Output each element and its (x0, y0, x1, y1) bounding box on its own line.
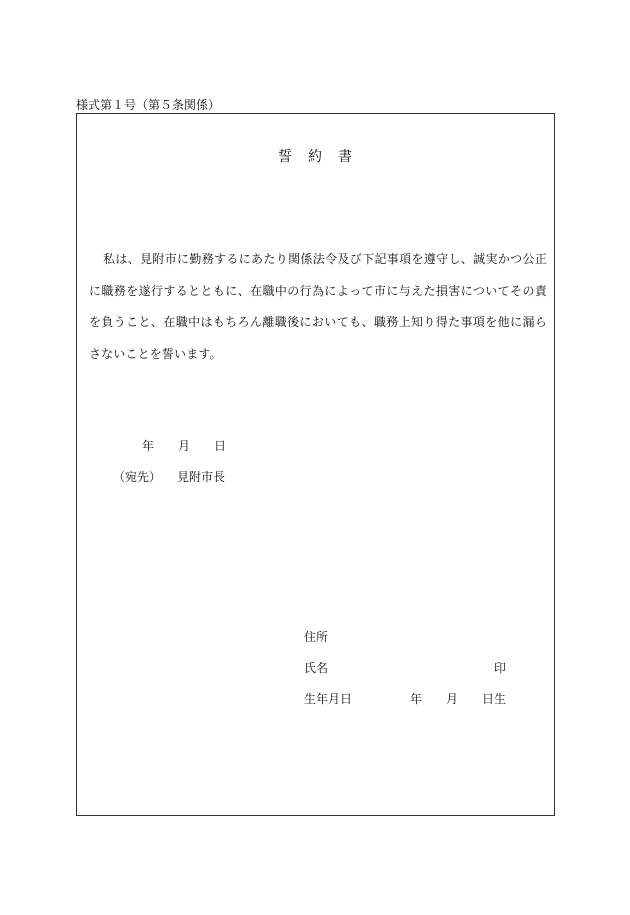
date-line (142, 439, 226, 453)
date-year: 年 (142, 439, 155, 453)
birth-day: 日生 (482, 692, 507, 706)
signature-address (304, 630, 328, 644)
date-month: 月 (178, 439, 191, 453)
pledge-body: 私は、見附市に勤務するにあたり関係法令及び下記事項を遵守し、誠実かつ公正に職務を遂行するとともに、在職中の行為によって市に与えた損害についてその責を負うこと、在職中はもちろん離職後においても、職務上知り得た事項を他に漏らさないことを誓います。 (89, 252, 547, 361)
address-label: 住所 (304, 630, 329, 644)
addressee (113, 470, 225, 484)
signature-name (304, 661, 519, 675)
birth-label: 生年月日 (304, 692, 353, 706)
form-number: 様式第１号（第５条関係） (76, 98, 221, 112)
seal-mark: 印 (494, 661, 507, 675)
birth-year: 年 (410, 692, 423, 706)
signature-birthdate (304, 692, 506, 706)
document-frame (76, 113, 555, 816)
date-day: 日 (214, 439, 227, 453)
birth-month: 月 (446, 692, 459, 706)
name-label: 氏名 (304, 661, 329, 675)
addressee-name: 見附市長 (177, 470, 226, 484)
addressee-label: （宛先） (113, 470, 162, 484)
document-title: 誓約書 (278, 149, 368, 165)
